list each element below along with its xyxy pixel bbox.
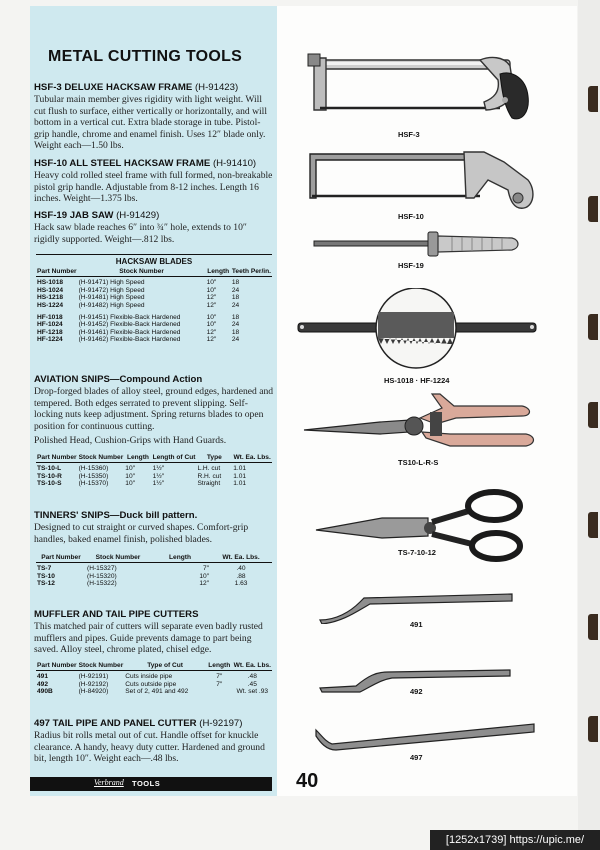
footer-brand: Verbrand [94, 778, 124, 787]
table-cell: 18 [231, 279, 240, 287]
aviation-table [36, 454, 272, 488]
table-cell: (H-15327) [87, 565, 117, 573]
table-cell: 10″ [125, 472, 135, 480]
col-header: Type [196, 454, 232, 463]
cutter-491-image [316, 590, 516, 624]
table-header-row [36, 662, 272, 671]
table-cell: (H-15320) [87, 572, 117, 580]
table-cell: 7″ [216, 673, 223, 681]
col-header: Stock Number [78, 662, 124, 669]
table-cell: 1½″ [152, 472, 165, 480]
table-cell: (H-15370) [78, 480, 109, 488]
table-row [36, 329, 272, 336]
table-cell: Straight [197, 480, 221, 488]
col-header: Wt. Ea. Lbs. [233, 662, 271, 669]
binder-tab [588, 716, 598, 742]
binder-tab [588, 196, 598, 222]
scan-badge: [1252x1739] https://upic.me/ [430, 830, 600, 850]
section-hsf19 [34, 210, 274, 245]
image-label: HSF-3 [398, 130, 420, 139]
table-cell: Set of 2, 491 and 492 [125, 688, 189, 696]
table-cell: 1.01 [233, 465, 247, 473]
table-cell: 10″ [125, 465, 135, 473]
table-cell: 24 [231, 336, 240, 344]
image-label: TS-7-10-12 [398, 548, 436, 557]
stock-code: (H-92197) [199, 718, 243, 729]
table-row [36, 573, 272, 580]
table-cell: HF-1218 [37, 328, 63, 336]
table-row [36, 688, 272, 695]
table-cell: 10″ [125, 480, 135, 488]
table-cell: 12″ [199, 580, 209, 588]
table-row [36, 480, 272, 487]
table-row [36, 309, 272, 321]
table-cell: (H-91461) Flexible-Back Hardened [78, 328, 181, 336]
col-header: Part Number [37, 268, 77, 275]
table-cell: (H-84920) [78, 688, 109, 696]
table-cell: HS-1024 [37, 286, 64, 294]
heading-text: HSF-19 JAB SAW [34, 210, 114, 221]
footer-text: TOOLS [132, 779, 161, 788]
section-body: Hack saw blade reaches 6″ into ¾″ hole, extends to 10″ rigidly supported. Weight—.812 lbs. [34, 222, 247, 245]
table-cell: 12″ [206, 328, 217, 336]
table-cell: 12″ [206, 336, 217, 344]
table-row [36, 302, 272, 309]
table-cell: Wt. set .93 [236, 688, 269, 696]
heading-text: HSF-10 ALL STEEL HACKSAW FRAME [34, 158, 211, 169]
image-label: 491 [410, 620, 423, 629]
table-cell: 24 [231, 286, 240, 294]
section-heading: MUFFLER AND TAIL PIPE CUTTERS [34, 609, 199, 620]
table-cell: HS-1224 [37, 301, 64, 309]
table-cell: 12″ [206, 301, 217, 309]
table-cell: 1½″ [152, 480, 165, 488]
binder-tab [588, 512, 598, 538]
table-row [36, 294, 272, 301]
blades-table [36, 268, 272, 344]
table-cell: (H-91451) Flexible-Back Hardened [78, 314, 181, 322]
stock-code: (H-91429) [116, 210, 160, 221]
table-row [36, 321, 272, 328]
col-header: Wt. Ea. Lbs. [210, 554, 272, 563]
table-cell: 12″ [206, 294, 217, 302]
image-label: HSF-19 [398, 261, 424, 270]
table-cell: (H-91462) Flexible-Back Hardened [78, 336, 181, 344]
col-header: Stock Number [78, 454, 124, 461]
binder-tab [588, 86, 598, 112]
table-cell: (H-92192) [78, 680, 109, 688]
table-cell: 10″ [199, 572, 209, 580]
section-heading: AVIATION SNIPS—Compound Action [34, 374, 203, 385]
table-cell: HS-1218 [37, 294, 64, 302]
table-cell: 1.01 [233, 472, 247, 480]
table-cell: TS-10 [37, 572, 55, 580]
section-heading: TINNERS' SNIPS—Duck bill pattern. [34, 510, 198, 521]
section-body: Tubular main member gives rigidity with light weight. Will cut flush to surface, either vertically or horizontally, and will bottom in a vertical cut. Extra blade storage in tube. Pistol-grip handle, chrome and enamel finish. Uses 12″ blade only. Weight each—1.50 lbs. [34, 94, 268, 152]
table-cell: TS-10-L [37, 465, 62, 473]
table-cell: Cuts inside pipe [125, 673, 173, 681]
table-row [36, 463, 272, 473]
binder-tab [588, 314, 598, 340]
table-cell: TS-10-S [37, 480, 62, 488]
table-cell: HF-1018 [37, 314, 63, 322]
section-hsf10 [34, 158, 274, 205]
section-body: Heavy cold rolled steel frame with full formed, non-breakable pistol grip handle. Adjustable from 8-12 inches. Length 16 inches. Weight—1.375 lbs. [34, 170, 273, 205]
heading-text: HSF-3 DELUXE HACKSAW FRAME [34, 82, 193, 93]
table-cell: (H-91471) High Speed [78, 279, 145, 287]
stock-code: (H-91423) [194, 82, 239, 93]
blades-table-title: HACKSAW BLADES [36, 254, 272, 266]
section-extra: Polished Head, Cushion-Grips with Hand Guards. [34, 435, 227, 447]
table-cell: 1.63 [234, 580, 248, 588]
stock-code: (H-91410) [212, 158, 257, 169]
table-cell: (H-15350) [78, 472, 109, 480]
aviation-snips-image [300, 390, 536, 454]
table-cell: 10″ [206, 279, 217, 287]
table-cell: TS-12 [37, 580, 55, 588]
col-header: Part Number [37, 454, 77, 461]
table-cell: (H-91481) High Speed [78, 294, 145, 302]
col-header: Stock Number [78, 268, 206, 277]
page-number: 40 [296, 770, 319, 792]
col-header: Length [150, 554, 210, 563]
section-body: Designed to cut straight or curved shapes. Comfort-grip handles, baked enamel finish, polished blades. [34, 522, 249, 545]
table-cell: HF-1024 [37, 321, 63, 329]
table-cell: 24 [231, 321, 240, 329]
table-cell: 1.01 [233, 480, 247, 488]
table-cell: (H-15322) [87, 580, 117, 588]
jab-saw-hsf19-image [312, 228, 524, 260]
table-cell: 10″ [206, 314, 217, 322]
image-label: 492 [410, 687, 423, 696]
section-heading [34, 718, 274, 729]
table-cell: 491 [37, 673, 49, 681]
table-row [36, 277, 272, 287]
table-cell: .40 [236, 565, 246, 573]
table-cell: (H-91452) Flexible-Back Hardened [78, 321, 181, 329]
table-cell: R.H. cut [197, 472, 222, 480]
table-cell: 7″ [202, 565, 209, 573]
col-header: Part Number [36, 554, 86, 563]
table-header-row [36, 454, 272, 463]
table-row [36, 336, 272, 343]
hacksaw-hsf3-image [300, 52, 540, 128]
table-cell: 1½″ [152, 465, 165, 473]
table-cell: L.H. cut [197, 465, 221, 473]
binder-tab [588, 614, 598, 640]
table-cell: (H-91472) High Speed [78, 286, 145, 294]
table-cell: 18 [231, 328, 240, 336]
table-cell: HF-1224 [37, 336, 63, 344]
section-heading [34, 210, 274, 221]
table-cell: 492 [37, 680, 49, 688]
col-header: Length of Cut [152, 454, 196, 461]
heading-text: 497 TAIL PIPE AND PANEL CUTTER [34, 718, 197, 729]
table-cell: (H-92191) [78, 673, 109, 681]
table-cell: 10″ [206, 286, 217, 294]
muffler-table [36, 662, 272, 696]
section-hsf3 [34, 82, 274, 152]
table-cell [206, 688, 233, 695]
table-header-row [36, 268, 272, 277]
section-body: Radius bit rolls metal out of cut. Handle offset for knuckle clearance. A handy, heavy duty cutter. Hardened and ground bit, length 10″. Weight each—.48 lbs. [34, 730, 265, 765]
table-row [36, 681, 272, 688]
col-header: Type of Cut [124, 662, 206, 671]
table-cell: HS-1018 [37, 279, 64, 287]
table-row [36, 671, 272, 681]
col-header: Length [206, 662, 233, 671]
image-label: TS10-L-R-S [398, 458, 439, 467]
table-row [36, 563, 272, 573]
col-header: Wt. Ea. Lbs. [233, 454, 271, 461]
col-header: Length [124, 454, 151, 463]
hacksaw-hsf10-image [304, 150, 540, 212]
table-cell: (H-15360) [78, 465, 109, 473]
table-row [36, 580, 272, 587]
table-cell: 24 [231, 301, 240, 309]
image-label: HS-1018 · HF-1224 [384, 376, 450, 385]
table-cell: (H-91482) High Speed [78, 301, 145, 309]
table-cell: Cuts outside pipe [125, 680, 177, 688]
table-cell: .48 [247, 673, 257, 681]
table-cell: .45 [247, 680, 257, 688]
col-header: Part Number [37, 662, 77, 669]
table-header-row [36, 554, 272, 563]
image-label: HSF-10 [398, 212, 424, 221]
table-cell: 490B [37, 688, 53, 696]
table-cell: 7″ [216, 680, 223, 688]
section-heading [34, 158, 274, 169]
table-cell: TS-10-R [37, 472, 62, 480]
section-body: This matched pair of cutters will separate even badly rusted mufflers and pipes. Guide prevents damage to part being saved. Alloy steel, chrome plated, chisel edge. [34, 621, 263, 656]
table-cell: 18 [231, 294, 240, 302]
section-tinners [34, 510, 274, 545]
section-panel-cutter [34, 718, 274, 765]
col-header: Stock Number [86, 554, 150, 563]
image-label: 497 [410, 753, 423, 762]
binder-tab [588, 402, 598, 428]
section-body: Drop-forged blades of alloy steel, ground edges, hardened and tempered. Both edges serrated to prevent slipping. Self-locking nuts keep adjustment. Spring returns blades to open position for continuous cutting. [34, 386, 274, 432]
table-cell: TS-7 [37, 565, 52, 573]
table-row [36, 287, 272, 294]
section-heading [34, 82, 274, 93]
page-title: METAL CUTTING TOOLS [48, 48, 243, 65]
table-cell: 18 [231, 314, 240, 322]
col-header: Length [207, 268, 230, 275]
table-cell: 10″ [206, 321, 217, 329]
col-header: Teeth Per/in. [231, 268, 271, 275]
cutter-497-image [312, 722, 538, 752]
section-muffler [34, 609, 274, 656]
table-cell: .88 [236, 572, 246, 580]
hacksaw-blade-image [296, 288, 540, 370]
tinners-table [36, 554, 272, 588]
section-aviation [34, 374, 274, 447]
